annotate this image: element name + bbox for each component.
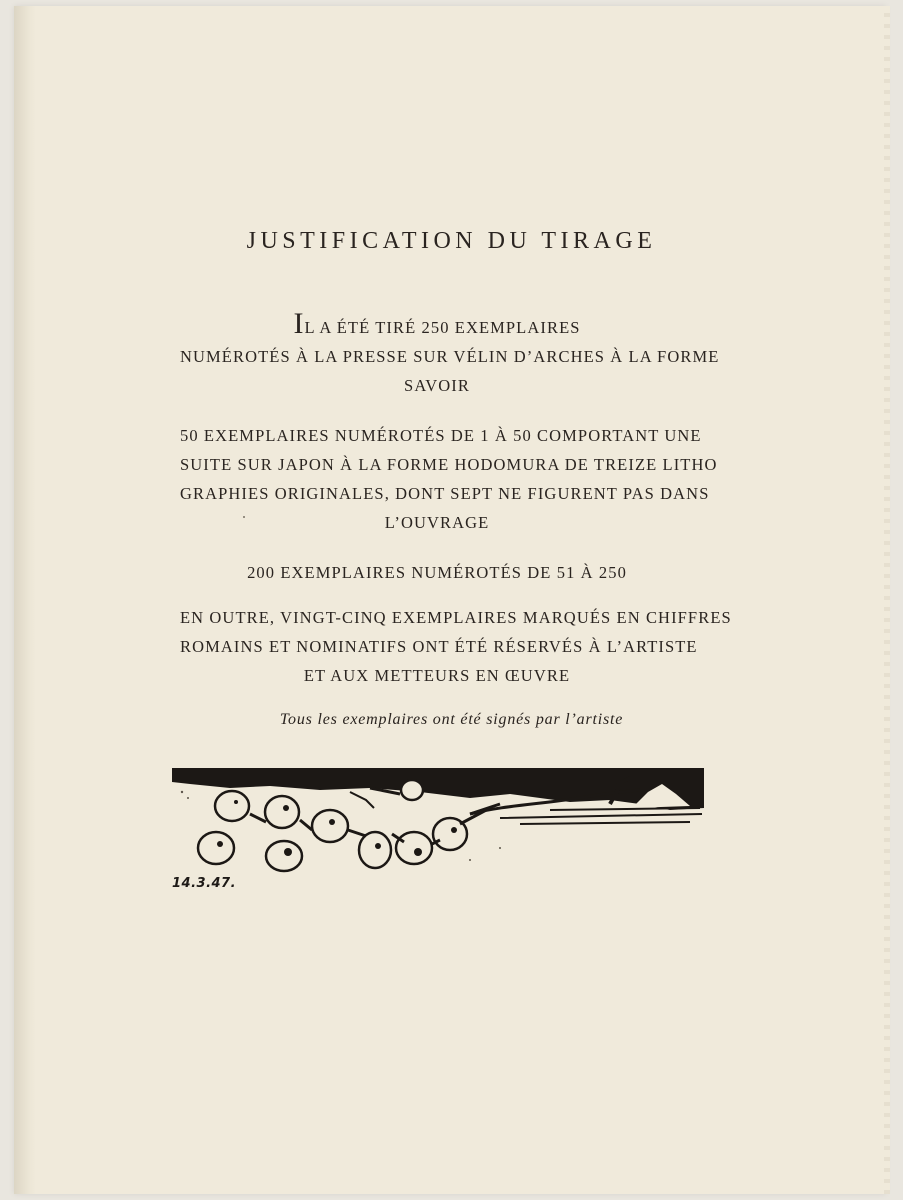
japon-line-4: L’OUVRAGE: [384, 513, 490, 532]
paragraph-arches-copies: [180, 558, 694, 587]
japon-line-2: SUITE SUR JAPON À LA FORME HODOMURA DE TREIZE LITHO: [180, 455, 718, 474]
lithograph-illustration: [170, 764, 710, 874]
paragraph-print-run: [180, 307, 720, 400]
paper-speck: [243, 516, 245, 518]
print-run-line-1: IL A ÉTÉ TIRÉ 250 EXEMPLAIRES: [293, 307, 581, 340]
print-run-line-2: NUMÉROTÉS À LA PRESSE SUR VÉLIN D’ARCHES À LA FORME: [180, 347, 720, 366]
japon-line-1: 50 EXEMPLAIRES NUMÉROTÉS DE 1 À 50 COMPORTANT UNE: [180, 426, 702, 445]
reserved-line-1: EN OUTRE, VINGT-CINQ EXEMPLAIRES MARQUÉS EN CHIFFRES: [180, 608, 732, 627]
paragraph-japon-copies: [180, 421, 718, 537]
japon-line-3: GRAPHIES ORIGINALES, DONT SEPT NE FIGURENT PAS DANS: [180, 484, 710, 503]
reserved-line-3: ET AUX METTEURS EN ŒUVRE: [303, 666, 571, 685]
signed-note: Tous les exemplaires ont été signés par l’artiste: [279, 711, 624, 728]
page-gutter: [14, 6, 36, 1194]
arches-line-1: 200 EXEMPLAIRES NUMÉROTÉS DE 51 À 250: [247, 563, 627, 582]
book-page: [14, 6, 886, 1194]
reserved-line-2: ROMAINS ET NOMINATIFS ONT ÉTÉ RÉSERVÉS À L’ARTISTE: [180, 637, 698, 656]
print-run-line-3: SAVOIR: [404, 376, 470, 395]
page-title: JUSTIFICATION DU TIRAGE: [246, 228, 657, 254]
paragraph-reserved-copies: [180, 603, 732, 690]
illustration-date: 14.3.47.: [172, 876, 237, 891]
deckled-edge: [884, 6, 890, 1194]
drop-initial: I: [293, 307, 305, 340]
